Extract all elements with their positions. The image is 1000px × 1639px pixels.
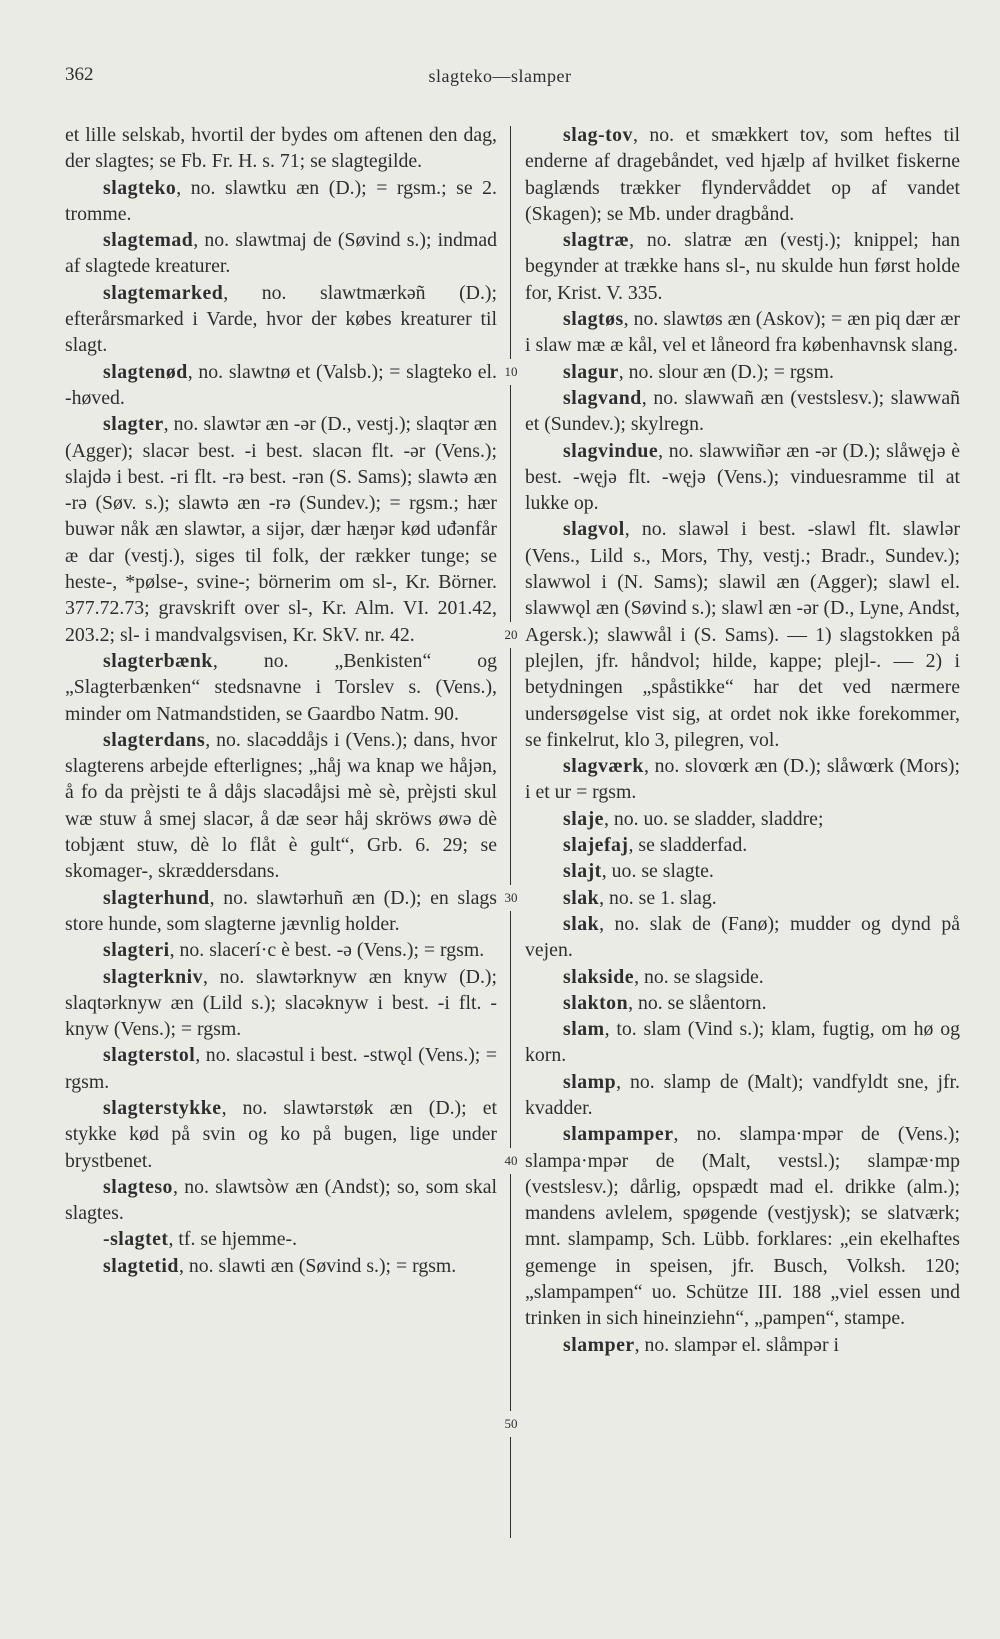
entry-headword: slagterkniv xyxy=(103,965,204,988)
entry-text: , no. slacerí·c è best. -ə (Vens.); = rgsm. xyxy=(169,939,485,962)
dictionary-entry xyxy=(65,937,497,963)
dictionary-entry xyxy=(65,122,497,175)
entry-headword: slak xyxy=(563,886,600,909)
dictionary-entry xyxy=(65,1174,497,1227)
left-column xyxy=(65,122,497,1542)
entry-headword: slagtøs xyxy=(563,308,624,331)
dictionary-entry xyxy=(525,516,960,753)
entry-text: , no. slawti æn (Søvind s.); = rgsm. xyxy=(178,1254,457,1277)
entry-text: , no. slawtmaj de (Søvind s.); indmad af slagtede kreaturer. xyxy=(65,229,497,278)
entry-headword: slagvol xyxy=(563,518,625,541)
running-head: slagteko—slamper xyxy=(428,66,572,86)
dictionary-entry xyxy=(525,1016,960,1069)
dictionary-entry xyxy=(525,806,960,832)
entry-text: , no. slak de (Fanø); mudder og dynd på vejen. xyxy=(525,912,960,962)
entry-headword: slagteko xyxy=(103,176,177,199)
entry-headword: slamper xyxy=(563,1333,635,1356)
dictionary-entry xyxy=(65,648,497,727)
entry-headword: slakside xyxy=(563,965,635,988)
dictionary-entry xyxy=(525,990,960,1016)
entry-headword: slag-tov xyxy=(563,124,633,146)
entry-text: , no. slawtøs æn (Askov); = æn piq dær ær i slaw mæ æ kål, vel et låneord fra københavnsk slang. xyxy=(525,308,960,357)
dictionary-entry xyxy=(65,280,497,359)
dictionary-entry xyxy=(65,227,497,280)
entry-headword: slajefaj xyxy=(563,834,629,857)
entry-headword: slaje xyxy=(563,807,604,830)
entry-text: , no. slour æn (D.); = rgsm. xyxy=(618,360,834,383)
dictionary-entry xyxy=(65,964,497,1043)
dictionary-entry xyxy=(525,1121,960,1331)
entry-headword: slagværk xyxy=(563,755,644,778)
entry-text: , uo. se slagte. xyxy=(601,860,714,883)
entry-text: , no. slawtər æn -ər (D., vestj.); slaqtər æn (Agger); slacər best. -i best. slacən flt. -ər (Vens.); slajdə i best. -ri flt. -rə best. -rən (S. Sams); slawtə æn -rə (Søv. s.); slawtə æn -rə (Sundev.); = rgsm.; hær buwər nåk æn slawtər, a sijər, dær hæŋər kød uđənfår æ dar (vestj.), siges til folk, der rækker tunge; se heste-, *pølse-, svine-; börnerim om sl-, Kr. Börner. 377.72.73; gravskrift over sl-, Kr. Alm. VI. 201.42, 203.2; sl- i mandvalgsvisen, Kr. SkV. nr. 42. xyxy=(65,413,497,646)
line-number: 50 xyxy=(499,1411,523,1437)
entry-text: , no. et smækkert tov, som heftes til enderne af dragebåndet, ved hjælp af hvilket fiskerne baglænds trækker flyndervåddet op af vandet (Skagen); se Mb. under dragbånd. xyxy=(525,124,960,225)
line-number: 30 xyxy=(499,885,523,911)
entry-text: , no. slacəstul i best. -stwǫl (Vens.); = rgsm. xyxy=(65,1044,497,1093)
right-column xyxy=(525,122,960,1542)
entry-headword: slagteso xyxy=(103,1175,173,1198)
entry-headword: slagtenød xyxy=(103,360,188,383)
entry-text: , no. slawəl i best. -slawl flt. slawlər (Vens., Lild s., Mors, Thy, vestj.; Bradr., Sundev.); slawwol i (N. Sams); slawil æn (Agger); slawl el. slawwǫl æn (Søvind s.); slawl æn -ər (D., Lyne, Andst, Agersk.); slawwål i (S. Sams). — 1) slagstokken på plejlen, jfr. håndvol; hilde, kappe; plejl-. — 2) i betydningen „spåstikke“ har det ved nærmere undersøgelse vist sig, at ordet nok ikke forekommer, se finkelrut, klo 3, pilegren, vol. xyxy=(525,518,960,751)
dictionary-entry xyxy=(525,832,960,858)
entry-text: , se sladderfad. xyxy=(628,834,748,857)
dictionary-entry xyxy=(65,1226,497,1252)
entry-text: , no. slawtku æn (D.); = rgsm.; se 2. tromme. xyxy=(65,176,497,225)
entry-text: , no. uo. se sladder, sladdre; xyxy=(603,807,824,830)
page-number: 362 xyxy=(65,64,94,85)
page-header xyxy=(0,0,1000,110)
dictionary-entry xyxy=(65,359,497,412)
column-divider xyxy=(510,126,511,1538)
entry-text: , no. slawtərhuñ æn (D.); en slags store hunde, som slagterne jævnlig holder. xyxy=(65,886,497,935)
dictionary-entry xyxy=(525,964,960,990)
entry-text: , no. slawwiñər æn -ər (D.); slåwęjə è best. -węjə flt. -węjə (Vens.); vinduesramme til at lukke op. xyxy=(525,439,960,515)
dictionary-entry xyxy=(525,885,960,911)
entry-text: , no. slawtnø et (Valsb.); = slagteko el. -høved. xyxy=(65,360,497,409)
dictionary-entry xyxy=(525,1332,960,1358)
entry-headword: slagur xyxy=(563,360,619,383)
entry-headword: slak xyxy=(563,912,600,935)
entry-headword: slagtræ xyxy=(563,229,630,252)
dictionary-entry xyxy=(65,1042,497,1095)
entry-headword: slagterstykke xyxy=(103,1096,222,1119)
dictionary-entry xyxy=(525,359,960,385)
dictionary-entry xyxy=(65,411,497,648)
dictionary-entry xyxy=(525,753,960,806)
entry-headword: slagterhund xyxy=(103,886,210,909)
dictionary-entry xyxy=(525,858,960,884)
entry-text: , no. se 1. slag. xyxy=(599,886,717,909)
dictionary-entry xyxy=(65,1253,497,1279)
entry-headword: slagteri xyxy=(103,939,170,962)
entry-text: , no. slawwañ æn (vestslesv.); slawwañ et (Sundev.); skylregn. xyxy=(525,386,960,436)
entry-text: , no. „Benkisten“ og „Slagterbænken“ stedsnavne i Torslev s. (Vens.), minder om Natmandstiden, se Gaardbo Natm. 90. xyxy=(65,649,497,725)
entry-text: , no. slampər el. slåmpər i xyxy=(634,1333,839,1356)
entry-headword: slagtemarked xyxy=(103,281,224,304)
entry-headword: slamp xyxy=(563,1070,617,1093)
dictionary-entry xyxy=(65,1095,497,1174)
entry-headword: slakton xyxy=(563,991,629,1014)
dictionary-entry xyxy=(525,385,960,438)
entry-text: , no. slatræ æn (vestj.); knippel; han begynder at trække hans sl-, nu skulde hun først holde for, Krist. V. 335. xyxy=(525,229,960,304)
entry-text: , no. slamp de (Malt); vandfyldt sne, jfr. kvadder. xyxy=(525,1070,960,1119)
dictionary-entry xyxy=(525,438,960,517)
entry-headword: slagterdans xyxy=(103,728,206,751)
entry-text: , no. se slagside. xyxy=(634,965,764,988)
dictionary-entry xyxy=(525,911,960,964)
dictionary-entry xyxy=(65,885,497,938)
entry-headword: slagtetid xyxy=(103,1254,179,1277)
entry-text: , tf. se hjemme-. xyxy=(168,1228,298,1251)
entry-headword: slam xyxy=(563,1018,605,1041)
entry-headword: slagvindue xyxy=(563,439,659,462)
entry-headword: slagterstol xyxy=(103,1044,196,1067)
line-number: 10 xyxy=(499,359,523,385)
dictionary-entry xyxy=(65,175,497,228)
entry-text: , no. slawtərstøk æn (D.); et stykke kød på svin og ko på bugen, lige under brystbenet. xyxy=(65,1096,497,1172)
line-number: 20 xyxy=(499,622,523,648)
entry-text: , to. slam (Vind s.); klam, fugtig, om hø og korn. xyxy=(525,1018,960,1067)
entry-text: , no. slacəddåjs i (Vens.); dans, hvor slagterens arbejde efterlignes; „håj wa knap we håjən, å fo da prèjsti te å dåjs slacədåjsi mè sè, prèjsti skul wæ stuw å smej slacər, å dæ seər håj skröws øwə dè tobjænt stuw, dè lo flåt è gult“, Grb. 6. 29; se skomager-, skræddersdans. xyxy=(65,728,497,883)
dictionary-entry xyxy=(525,1069,960,1122)
dictionary-entry xyxy=(65,727,497,885)
dictionary-entry xyxy=(525,227,960,306)
entry-headword: slampamper xyxy=(563,1123,674,1146)
entry-headword: slagterbænk xyxy=(103,649,213,672)
entry-text: , no. slawtsòw æn (Andst); so, som skal slagtes. xyxy=(65,1175,497,1225)
line-number: 40 xyxy=(499,1148,523,1174)
entry-text: , no. slawtərknyw æn knyw (D.); slaqtərknyw æn (Lild s.); slacəknyw i best. -i flt. -knyw (Vens.); = rgsm. xyxy=(65,965,497,1041)
dictionary-entry xyxy=(525,122,960,227)
entry-headword: slajt xyxy=(563,860,602,883)
entry-headword: slagter xyxy=(103,413,164,436)
entry-text: , no. slawtmærkəñ (D.); efterårsmarked i Varde, hvor der købes kreaturer til slagt. xyxy=(65,281,497,357)
entry-text: , no. slampa·mpər de (Vens.); slampa·mpər de (Malt, vestsl.); slampæ·mp (vestslesv.); dårlig, opspædt mad el. drikke (alm.); mandens avlelem, spøgende (vestjysk); se slatværk; mnt. slampamp, Sch. Lübb. forklares: „ein ekelhaftes gemenge in speisen, jfr. Busch, Volksh. 120; „slampampen“ uo. Schütze III. 188 „viel essen und trinken in sich hineinziehn“, „pampen“, stampe. xyxy=(525,1123,960,1330)
entry-text: , no. se slåentorn. xyxy=(628,991,767,1014)
entry-headword: slagtemad xyxy=(103,229,194,252)
dictionary-entry xyxy=(525,306,960,359)
entry-text: , no. slovœrk æn (D.); slåwœrk (Mors); i et ur = rgsm. xyxy=(525,755,960,804)
entry-text: et lille selskab, hvortil der bydes om aftenen den dag, der slagtes; se Fb. Fr. H. s. 71; se slagtegilde. xyxy=(65,124,497,173)
entry-headword: -slagtet xyxy=(103,1228,169,1251)
entry-headword: slagvand xyxy=(563,386,642,409)
